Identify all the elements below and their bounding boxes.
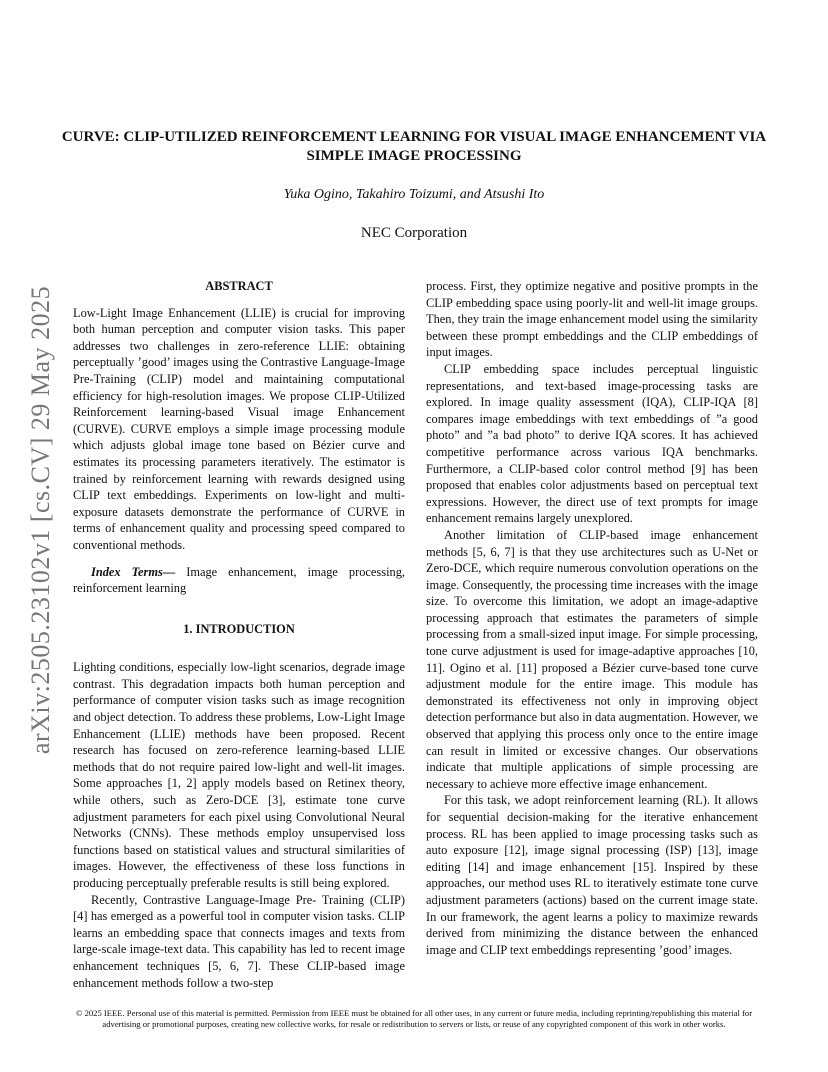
index-terms-text: Image enhancement, image processing, reinforcement learning <box>73 564 406 596</box>
body-paragraph: process. First, they optimize negative and positive prompts in the CLIP embedding space using poorly-lit and well-lit image groups. Then, they train the image enhancement model using the similarity between these prompt embeddings and the CLIP embeddings of input images. <box>426 279 758 360</box>
section-heading-introduction: 1. INTRODUCTION <box>183 621 295 636</box>
left-column <box>73 278 405 991</box>
paper-title: CURVE: CLIP-UTILIZED REINFORCEMENT LEARNING FOR VISUAL IMAGE ENHANCEMENT VIA SIMPLE IMAGE PROCESSING <box>61 129 767 164</box>
body-paragraph: For this task, we adopt reinforcement learning (RL). It allows for sequential decision-making for the iterative enhancement process. RL has been applied to image processing tasks such as auto exposure [12], image signal processing (ISP) [13], image editing [14] and image enhancement [15]. Inspired by these approaches, our method uses RL to iteratively estimate tone curve adjustment parameters (actions) based on the current image state. In our framework, the agent learns a policy to maximize rewards derived from minimizing the distance between the enhanced image and CLIP text embeddings representing ’good’ images. <box>426 793 758 957</box>
paper-affiliation: NEC Corporation <box>360 225 468 241</box>
body-paragraph: Another limitation of CLIP-based image enhancement methods [5, 6, 7] is that they use architectures such as U-Net or Zero-DCE, which require numerous convolution operations on the image. Consequently, the processing time increases with the image size. To overcome this limitation, we adopt an image-adaptive processing approach that estimates the parameters of simple processing from a small-sized input image. For simple processing, tone curve adjustment is used for image-adaptive approaches [10, 11]. Ogino et al. [11] proposed a Bézier curve-based tone curve adjustment module for the entire image. This module has demonstrated its effectiveness not only in improving object detection performance but also in data augmentation. However, we observed that applying this process only once to the entire image can result in limited or excessive changes. Our observations indicate that multiple applications of simple processing are necessary to achieve more effective image enhancement. <box>426 527 758 791</box>
abstract-text: Low-Light Image Enhancement (LLIE) is crucial for improving both human perception and computer vision tasks. This paper addresses two challenges in zero-reference LLIE: obtaining perceptually ’good’ images using the Contrastive Language-Image Pre-Training (CLIP) model and maintaining computational efficiency for high-resolution images. We propose CLIP-Utilized Reinforcement learning-based Visual image Enhancement (CURVE). CURVE employs a simple image processing module which adjusts global image tone based on Bézier curve and estimates its processing parameters iteratively. The estimator is trained by reinforcement learning with rewards designed using CLIP text embeddings. Experiments on low-light and multi-exposure datasets demonstrate the performance of CURVE in terms of enhancement quality and processing speed compared to conventional methods. <box>73 305 405 552</box>
intro-paragraph: Recently, Contrastive Language-Image Pre- Training (CLIP) [4] has emerged as a powerful tool in computer vision tasks. CLIP learns an embedding space that connects images and texts from large-scale image-text data. This capability has led to recent image enhancement techniques [5, 6, 7]. These CLIP-based image enhancement methods follow a two-step <box>73 892 405 990</box>
intro-paragraph: Lighting conditions, especially low-light scenarios, degrade image contrast. This degradation impacts both human perception and performance of computer vision tasks such as image recognition and object detection. To address these problems, Low-Light Image Enhancement (LLIE) methods have been proposed. Recent research has focused on zero-reference learning-based LLIE methods that do not require paired low-light and well-lit images. Some approaches [1, 2] apply models based on Retinex theory, while others, such as Zero-DCE [3], estimate tone curve adjustment parameters for each pixel using Convolutional Neural Networks (CNNs). These methods employ unsupervised loss functions based on statistical values and structural similarities of images. However, the effectiveness of these loss functions in producing perceptually preferable results is still being explored. <box>73 660 405 890</box>
body-paragraph: CLIP embedding space includes perceptual linguistic representations, and text-based image-processing tasks are explored. In image quality assessment (IQA), CLIP-IQA [8] compares image embeddings with text embeddings of ”a good photo” and ”a bad photo” to derive IQA scores. It has achieved competitive performance across various IQA benchmarks. Furthermore, a CLIP-based color control method [9] has been proposed that enables color adjustments based on perceptual text expressions. However, the direct use of text prompts for image enhancement remains largely unexplored. <box>426 361 758 526</box>
paper-authors: Yuka Ogino, Takahiro Toizumi, and Atsushi Ito <box>283 187 545 202</box>
abstract-heading: ABSTRACT <box>205 279 273 293</box>
copyright-footer: © 2025 IEEE. Personal use of this material is permitted. Permission from IEEE must be obtained for all other uses, in any current or future media, including reprinting/republishing this material for advertising or promotional purposes, creating new collective works, for resale or redistribution to servers or lists, or reuse of any copyrighted component of this work in other works. <box>75 1008 753 1029</box>
arxiv-id: arXiv:2505.23102v1 [cs.CV] 29 May 2025 <box>26 285 55 755</box>
index-terms-label: Index Terms— <box>91 564 176 579</box>
right-column <box>426 278 758 958</box>
arxiv-sidebar-stamp <box>26 285 56 755</box>
index-terms <box>73 564 405 597</box>
